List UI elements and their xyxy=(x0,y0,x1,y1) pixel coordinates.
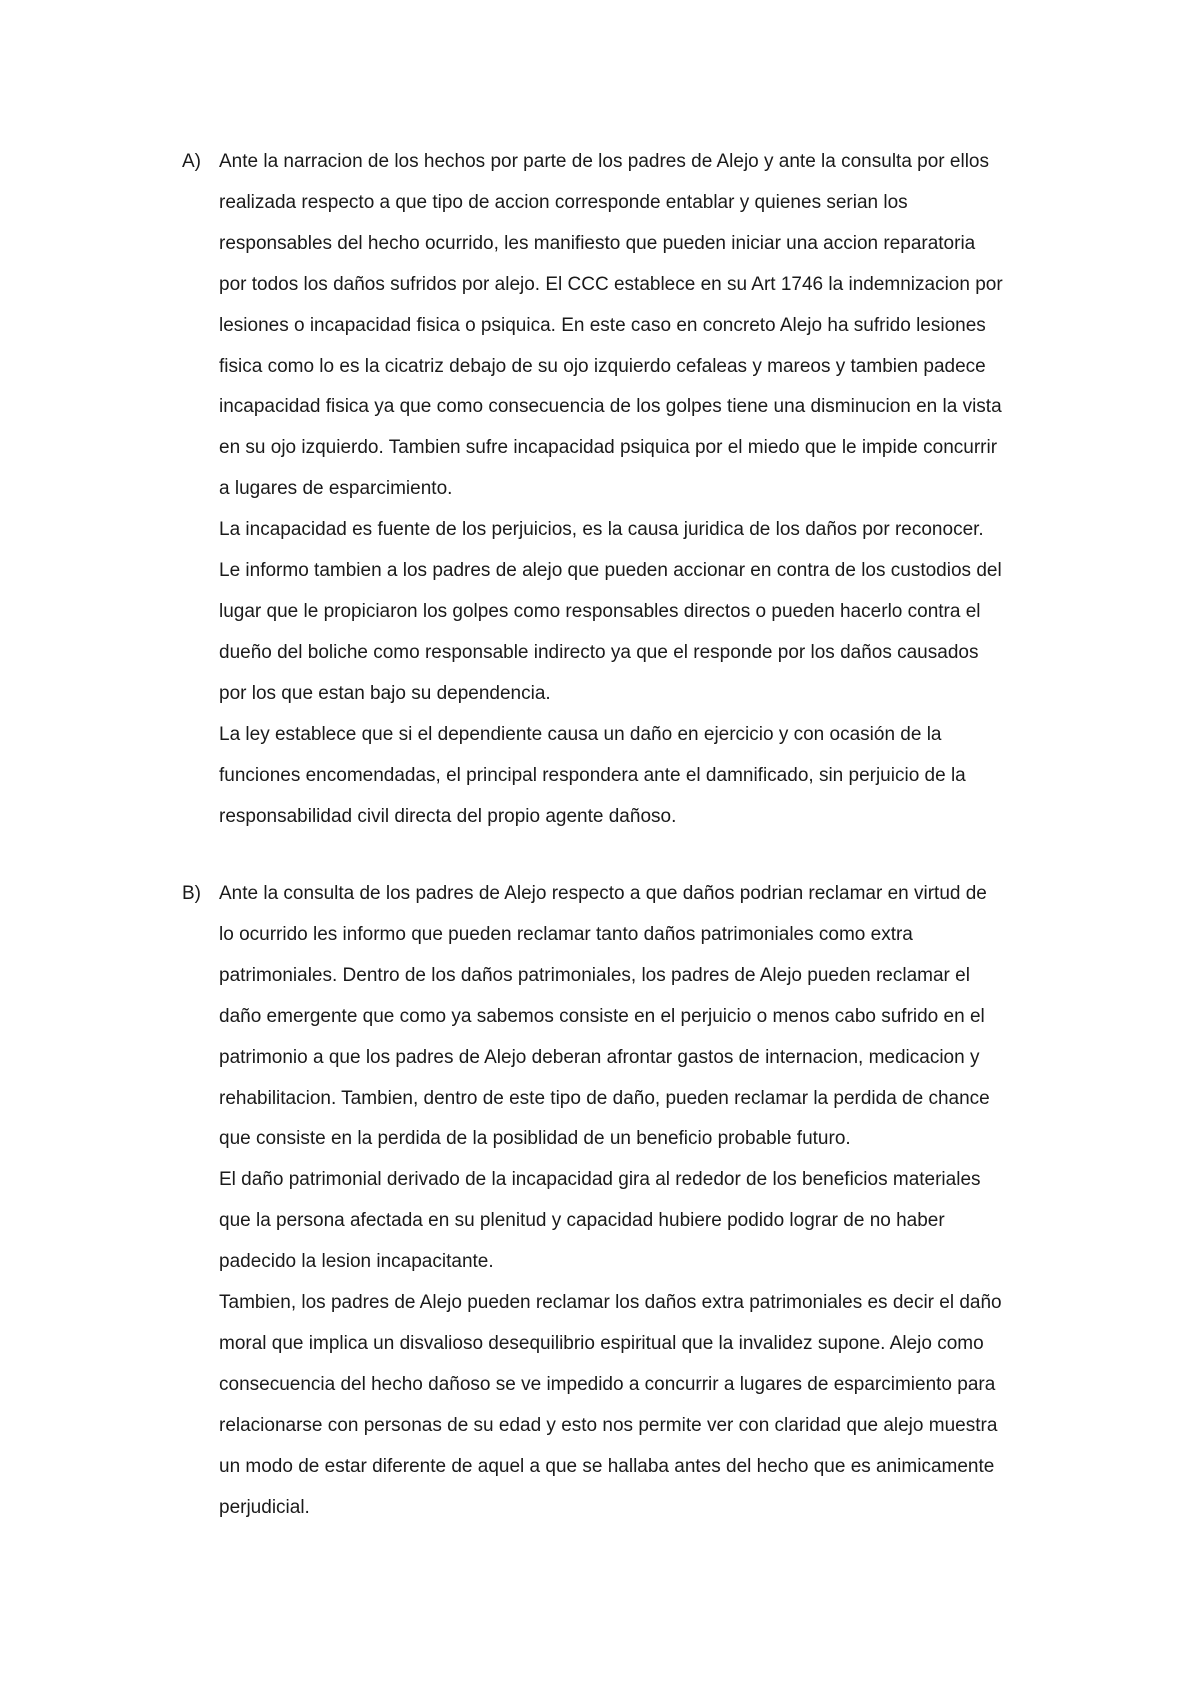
text-line: rehabilitacion. Tambien, dentro de este tipo de daño, pueden reclamar la perdida de chance xyxy=(219,1087,990,1109)
section-marker: A) xyxy=(182,151,201,172)
text-line: daño emergente que como ya sabemos consiste en el perjuicio o menos cabo sufrido en el xyxy=(219,1005,985,1027)
text-line: padecido la lesion incapacitante. xyxy=(219,1251,494,1273)
text-line: moral que implica un disvalioso desequilibrio espiritual que la invalidez supone. Alejo como xyxy=(219,1332,984,1354)
text-line: fisica como lo es la cicatriz debajo de su ojo izquierdo cefaleas y mareos y tambien padece xyxy=(219,355,986,377)
section-b xyxy=(182,874,1082,1529)
text-line: realizada respecto a que tipo de accion corresponde entablar y quienes serian los xyxy=(219,191,908,213)
text-line: que consiste en la perdida de la posiblidad de un beneficio probable futuro. xyxy=(219,1128,851,1150)
text-line: relacionarse con personas de su edad y esto nos permite ver con claridad que alejo muestra xyxy=(219,1414,998,1436)
text-line: incapacidad fisica ya que como consecuencia de los golpes tiene una disminucion en la vista xyxy=(219,396,1002,418)
text-line: por todos los daños sufridos por alejo. El CCC establece en su Art 1746 la indemnizacion por xyxy=(219,273,1003,295)
text-line: responsabilidad civil directa del propio agente dañoso. xyxy=(219,805,677,827)
text-line: perjudicial. xyxy=(219,1496,310,1518)
text-line: lugar que le propiciaron los golpes como responsables directos o pueden hacerlo contra el xyxy=(219,600,981,622)
text-line: que la persona afectada en su plenitud y capacidad hubiere podido lograr de no haber xyxy=(219,1210,945,1232)
text-line: un modo de estar diferente de aquel a que se hallaba antes del hecho que es animicamente xyxy=(219,1455,995,1477)
text-line: en su ojo izquierdo. Tambien sufre incapacidad psiquica por el miedo que le impide concurrir xyxy=(219,437,998,459)
section-body xyxy=(219,874,1071,1529)
section-marker: B) xyxy=(182,883,201,904)
text-line: Ante la narracion de los hechos por parte de los padres de Alejo y ante la consulta por ellos xyxy=(219,151,989,172)
text-line: patrimoniales. Dentro de los daños patrimoniales, los padres de Alejo pueden reclamar el xyxy=(219,964,970,986)
section-a xyxy=(182,142,1082,837)
text-line: dueño del boliche como responsable indirecto ya que el responde por los daños causados xyxy=(219,641,979,663)
text-line: a lugares de esparcimiento. xyxy=(219,478,453,500)
text-line: funciones encomendadas, el principal respondera ante el damnificado, sin perjuicio de la xyxy=(219,764,966,786)
text-line: lesiones o incapacidad fisica o psiquica. En este caso en concreto Alejo ha sufrido lesiones xyxy=(219,314,986,336)
text-line: La ley establece que si el dependiente causa un daño en ejercicio y con ocasión de la xyxy=(219,723,942,745)
text-line: consecuencia del hecho dañoso se ve impedido a concurrir a lugares de esparcimiento para xyxy=(219,1373,996,1395)
text-line: responsables del hecho ocurrido, les manifiesto que pueden iniciar una accion reparatoria xyxy=(219,232,976,254)
text-line: La incapacidad es fuente de los perjuicios, es la causa juridica de los daños por reconocer. xyxy=(219,519,984,541)
text-line: El daño patrimonial derivado de la incapacidad gira al rededor de los beneficios materiales xyxy=(219,1169,981,1191)
text-line: Tambien, los padres de Alejo pueden reclamar los daños extra patrimoniales es decir el daño xyxy=(219,1292,1002,1314)
section-body xyxy=(219,142,1071,837)
text-line: patrimonio a que los padres de Alejo deberan afrontar gastos de internacion, medicacion y xyxy=(219,1046,980,1068)
text-line: Ante la consulta de los padres de Alejo respecto a que daños podrian reclamar en virtud de xyxy=(219,883,987,904)
text-line: lo ocurrido les informo que pueden reclamar tanto daños patrimoniales como extra xyxy=(219,923,913,945)
text-line: Le informo tambien a los padres de alejo que pueden accionar en contra de los custodios del xyxy=(219,560,1002,582)
text-line: por los que estan bajo su dependencia. xyxy=(219,682,551,704)
